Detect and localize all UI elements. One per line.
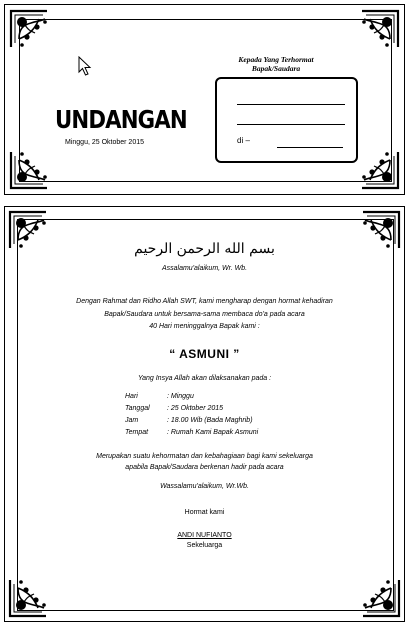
cover-date: Minggu, 25 Oktober 2015	[65, 139, 144, 146]
address-line	[237, 124, 345, 125]
address-heading	[221, 55, 331, 73]
detail-label-time: Jam	[125, 417, 139, 424]
corner-ornament-icon	[9, 9, 49, 49]
signer-role: Sekeluarga	[186, 542, 223, 549]
detail-value-place: : Rumah Kami Bapak Asmuni	[167, 429, 259, 436]
cover-title: UNDANGAN	[55, 105, 187, 134]
address-heading-line-2: Bapak/Saudara	[251, 64, 301, 73]
detail-label-day: Hari	[125, 393, 138, 400]
basmalah-calligraphy: بسم الله الرحمن الرحيم	[134, 241, 275, 257]
address-box	[215, 77, 358, 163]
invitation-cover	[4, 4, 405, 195]
signer-name: ANDI NUFIANTO	[177, 532, 232, 539]
closing-line-2: apabila Bapak/Saudara berkenan hadir pada acara	[125, 464, 284, 471]
regards: Hormat kami	[184, 509, 225, 516]
address-heading-line-1: Kepada Yang Terhormat	[238, 55, 314, 64]
address-di-label: di –	[237, 136, 250, 145]
address-line	[237, 104, 345, 105]
corner-ornament-icon	[8, 578, 48, 618]
address-line	[277, 147, 343, 148]
corner-ornament-icon	[361, 578, 401, 618]
corner-ornament-icon	[360, 150, 400, 190]
greeting: Assalamu'alaikum, Wr. Wb.	[161, 265, 248, 272]
detail-label-date: Tanggal	[125, 405, 150, 412]
intro-line-1: Dengan Rahmat dan Ridho Allah SWT, kami mengharap dengan hormat kehadiran	[76, 298, 333, 305]
detail-value-time: : 18.00 Wib (Bada Maghrib)	[167, 417, 253, 424]
corner-ornament-icon	[360, 9, 400, 49]
corner-ornament-icon	[9, 150, 49, 190]
invitation-letter	[4, 206, 405, 622]
detail-value-date: : 25 Oktober 2015	[167, 405, 224, 412]
detail-value-day: : Minggu	[167, 393, 194, 400]
letter-inner-frame	[17, 219, 394, 611]
closing-line-1: Merupakan suatu kehormatan dan kebahagiaan bagi kami sekeluarga	[96, 453, 313, 460]
intro-line-3: 40 Hari meninggalnya Bapak kami :	[149, 323, 260, 330]
event-lead: Yang Insya Allah akan dilaksanakan pada :	[137, 375, 272, 382]
farewell: Wassalamu'alaikum, Wr.Wb.	[160, 483, 249, 490]
detail-label-place: Tempat	[125, 429, 149, 436]
mouse-cursor-icon	[78, 56, 92, 76]
deceased-name: “ ASMUNI ”	[169, 347, 240, 361]
signer-name-wrap	[5, 532, 404, 539]
intro-line-2: Bapak/Saudara untuk bersama-sama membaca do'a pada acara	[104, 311, 305, 318]
